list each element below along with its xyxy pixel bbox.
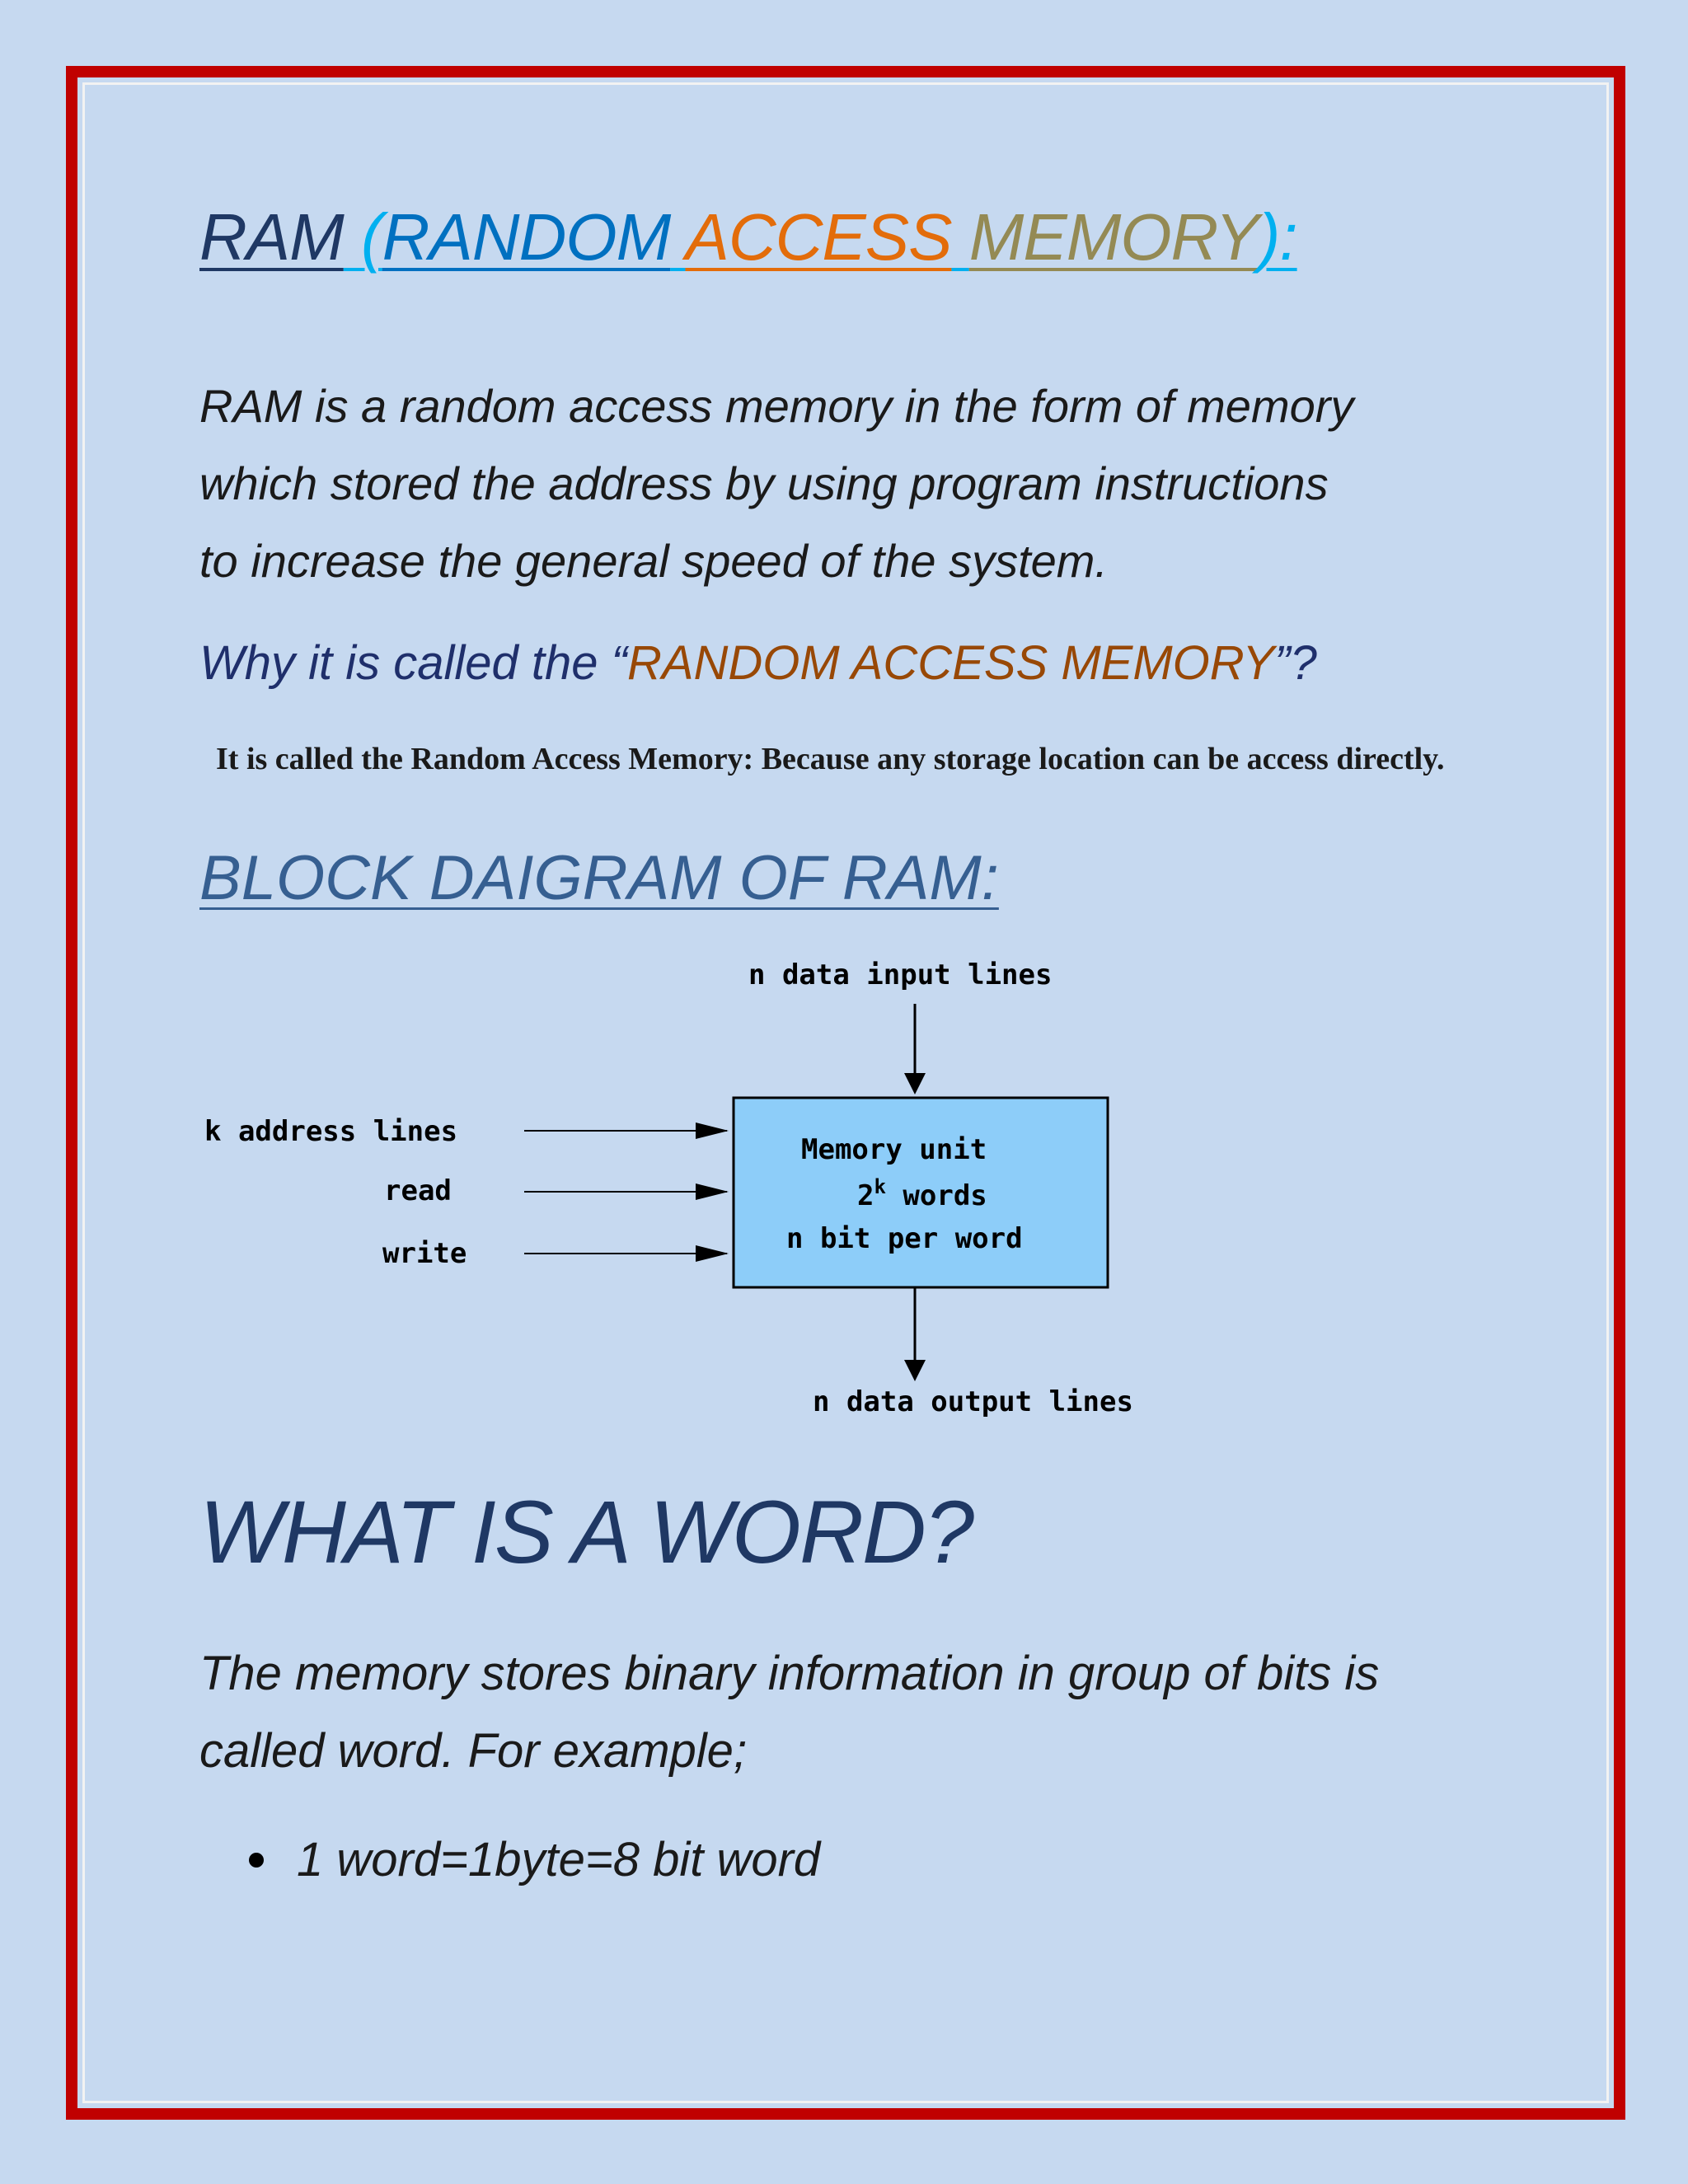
question-suffix: ”?: [1274, 636, 1317, 690]
intro-line-3: to increase the general speed of the system.: [199, 535, 1108, 587]
title-memory: MEMORY: [968, 200, 1259, 274]
box-line-2: 2$^k$ words: [857, 1175, 987, 1212]
word-heading: WHAT IS A WORD?: [199, 1482, 973, 1582]
diagram-input-label: n data input lines: [748, 958, 1053, 991]
title-access: ACCESS: [685, 200, 952, 274]
answer: [199, 735, 1502, 783]
output-arrowhead: [904, 1360, 926, 1381]
word-line-1: The memory stores binary information in group of bits is: [199, 1647, 1380, 1700]
intro-line-2: which stored the address by using program instructions: [199, 457, 1329, 509]
ram-block-diagram: [199, 948, 1271, 1442]
input-arrowhead: [904, 1073, 926, 1094]
read-arrowhead: [696, 1183, 729, 1200]
title-open-paren: (: [343, 200, 382, 274]
title-space-2: [951, 200, 968, 274]
block-diagram-heading: BLOCK DAIGRAM OF RAM:: [199, 843, 999, 913]
box-line-1: Memory unit: [801, 1133, 987, 1166]
list-item: [249, 1831, 820, 1889]
question-prefix: Why it is called the “: [199, 636, 627, 690]
diagram-output-label: n data output lines: [813, 1385, 1133, 1418]
write-arrowhead: [696, 1245, 729, 1262]
intro-line-1: RAM is a random access memory in the form of memory: [199, 380, 1354, 432]
word-line-2: called word. For example;: [199, 1724, 748, 1778]
page-title: [199, 200, 1297, 274]
box-line-3: n bit per word: [786, 1222, 1023, 1255]
bullet-icon: [249, 1853, 264, 1868]
title-space-1: [670, 200, 685, 274]
question-highlight: RANDOM ACCESS MEMORY: [626, 636, 1275, 690]
title-close: ):: [1258, 200, 1297, 274]
diagram-write-label: write: [382, 1237, 467, 1270]
answer-text: It is called the Random Access Memory: Because any storage location can be access directly.: [216, 742, 1445, 776]
title-ram: RAM: [199, 200, 344, 274]
diagram-read-label: read: [384, 1174, 452, 1207]
diagram-address-label: k address lines: [204, 1115, 458, 1148]
address-arrowhead: [696, 1122, 729, 1139]
word-example-list: [249, 1831, 820, 1889]
bullet-text: 1 word=1byte=8 bit word: [297, 1833, 821, 1886]
title-random: RANDOM: [382, 200, 671, 274]
question: [199, 635, 1317, 692]
